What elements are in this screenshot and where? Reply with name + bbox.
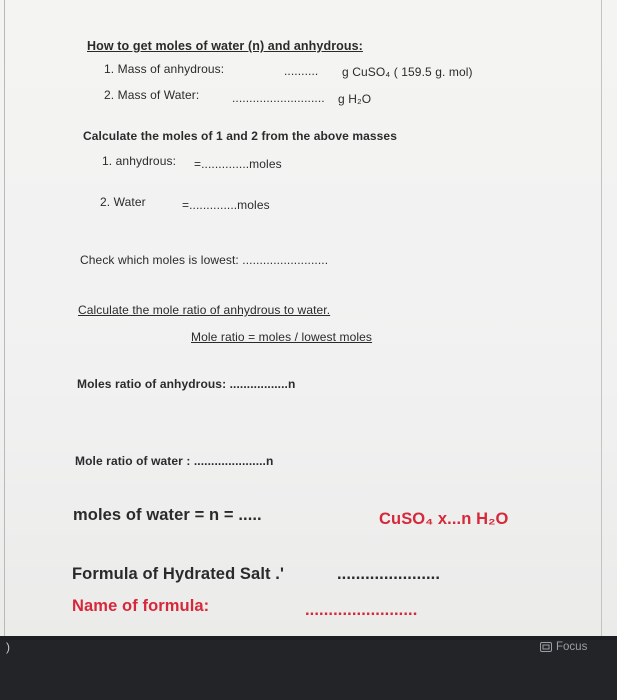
mass-water-value: g H₂O <box>338 92 372 106</box>
hydrated-salt-label: Formula of Hydrated Salt .' <box>72 565 284 583</box>
mole-ratio-formula: Mole ratio = moles / lowest moles <box>191 330 373 344</box>
mass-anhydrous-label: 1. Mass of anhydrous: <box>104 62 225 76</box>
hydrate-formula-display: CuSO₄ x...n H₂O <box>379 510 509 528</box>
ratio-anhydrous-line: Moles ratio of anhydrous: .................n <box>77 377 296 391</box>
calc-water-value: =..............moles <box>182 198 270 212</box>
focus-button[interactable] <box>540 639 587 655</box>
page-bottom-shadow <box>0 636 617 640</box>
calc-water-label: 2. Water <box>100 195 146 209</box>
page-right-border <box>601 0 602 636</box>
calc-anhydrous-label: 1. anhydrous: <box>102 154 177 168</box>
calculate-moles-heading: Calculate the moles of 1 and 2 from the above masses <box>83 129 397 143</box>
mass-water-label: 2. Mass of Water: <box>104 88 200 102</box>
mole-ratio-heading: Calculate the mole ratio of anhydrous to water. <box>78 303 331 317</box>
worksheet-heading: How to get moles of water (n) and anhydrous: <box>87 39 363 53</box>
focus-icon <box>540 642 552 652</box>
calc-anhydrous-value: =..............moles <box>194 157 282 171</box>
check-lowest-moles: Check which moles is lowest: ......................... <box>80 253 329 267</box>
formula-name-label: Name of formula: <box>72 597 210 615</box>
ratio-water-line: Mole ratio of water : .....................n <box>75 454 274 468</box>
mass-anhydrous-value: g CuSO₄ ( 159.5 g. mol) <box>342 65 473 79</box>
moles-of-water-line: moles of water = n = ..... <box>73 506 262 524</box>
mass-anhydrous-dots: .......... <box>284 64 319 78</box>
mass-water-dots: ........................... <box>232 91 325 105</box>
formula-name-dots: ........................ <box>305 601 418 619</box>
focus-label: Focus <box>556 641 588 653</box>
left-edge-glyph: ) <box>6 640 10 654</box>
hydrated-salt-dots: ...................... <box>337 565 441 583</box>
page-left-border <box>4 0 5 636</box>
